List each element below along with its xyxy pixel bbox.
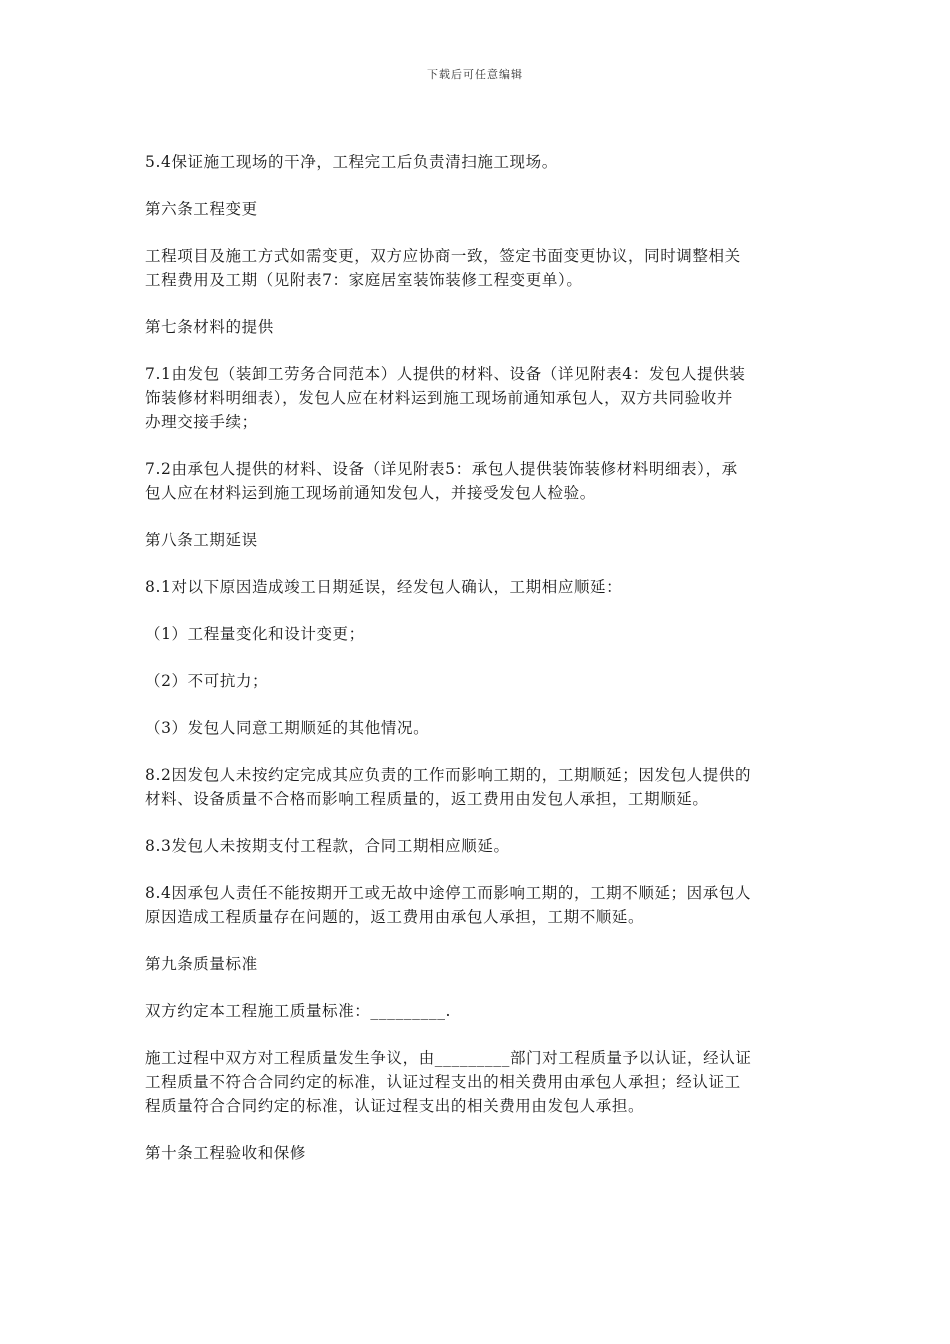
text-line: 原因造成工程质量存在问题的，返工费用由承包人承担，工期不顺延。	[145, 908, 645, 926]
document-body	[145, 150, 810, 1188]
text-line: 第八条工期延误	[145, 531, 258, 549]
text-line: 第十条工程验收和保修	[145, 1144, 307, 1162]
clause-5-4	[145, 150, 810, 174]
text-line: 工程项目及施工方式如需变更，双方应协商一致，签定书面变更协议，同时调整相关	[145, 247, 741, 265]
page-header: 下载后可任意编辑	[427, 68, 523, 81]
text-line: 第七条材料的提供	[145, 318, 274, 336]
clause-7-2	[145, 457, 810, 505]
section-heading-8	[145, 528, 810, 552]
clause-8-1	[145, 575, 810, 599]
text-line: 8.1对以下原因造成竣工日期延误，经发包人确认，工期相应顺延：	[145, 578, 623, 596]
list-item-2	[145, 669, 810, 693]
text-line: 程质量符合合同约定的标准，认证过程支出的相关费用由发包人承担。	[145, 1097, 645, 1115]
text-line: 5.4保证施工现场的干净，工程完工后负责清扫施工现场。	[145, 153, 558, 171]
text-line: 饰装修材料明细表），发包人应在材料运到施工现场前通知承包人，双方共同验收并	[145, 389, 733, 407]
clause-8-4	[145, 881, 810, 929]
text-line: 8.3发包人未按期支付工程款，合同工期相应顺延。	[145, 837, 510, 855]
text-line: 办理交接手续；	[145, 413, 258, 431]
clause-8-2	[145, 763, 810, 811]
text-line: （1）工程量变化和设计变更；	[145, 625, 365, 643]
text-line: 7.1由发包（装卸工劳务合同范本）人提供的材料、设备（详见附表4：发包人提供装	[145, 365, 746, 383]
clause-8-3	[145, 834, 810, 858]
section-heading-10	[145, 1141, 810, 1165]
list-item-1	[145, 622, 810, 646]
text-line: 8.4因承包人责任不能按期开工或无故中途停工而影响工期的，工期不顺延；因承包人	[145, 884, 752, 902]
text-line: 施工过程中双方对工程质量发生争议，由_________部门对工程质量予以认证，经认证	[145, 1049, 752, 1067]
section-6-body	[145, 244, 810, 292]
clause-7-1	[145, 362, 810, 434]
section-heading-7	[145, 315, 810, 339]
quality-dispute	[145, 1046, 810, 1118]
text-line: 材料、设备质量不合格而影响工程质量的，返工费用由发包人承担，工期顺延。	[145, 790, 709, 808]
section-heading-9	[145, 952, 810, 976]
section-heading-6	[145, 197, 810, 221]
text-line: 双方约定本工程施工质量标准：_________.	[145, 1002, 452, 1020]
text-line: 第六条工程变更	[145, 200, 258, 218]
text-line: 工程质量不符合合同约定的标准，认证过程支出的相关费用由承包人承担；经认证工	[145, 1073, 741, 1091]
text-line: 工程费用及工期（见附表7：家庭居室装饰装修工程变更单）。	[145, 271, 583, 289]
text-line: （2）不可抗力；	[145, 672, 269, 690]
text-line: 7.2由承包人提供的材料、设备（详见附表5：承包人提供装饰装修材料明细表），承	[145, 460, 738, 478]
text-line: （3）发包人同意工期顺延的其他情况。	[145, 719, 430, 737]
list-item-3	[145, 716, 810, 740]
text-line: 第九条质量标准	[145, 955, 258, 973]
quality-standard	[145, 999, 810, 1023]
text-line: 8.2因发包人未按约定完成其应负责的工作而影响工期的，工期顺延；因发包人提供的	[145, 766, 752, 784]
text-line: 包人应在材料运到施工现场前通知发包人，并接受发包人检验。	[145, 484, 596, 502]
